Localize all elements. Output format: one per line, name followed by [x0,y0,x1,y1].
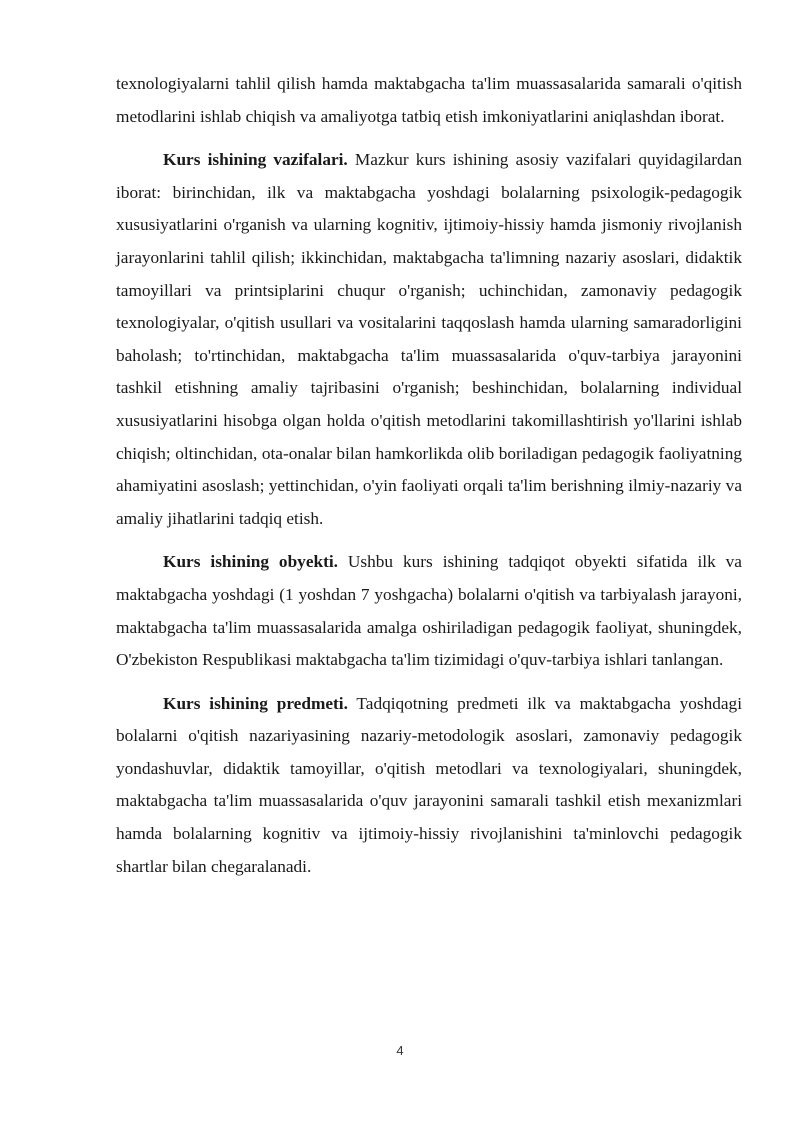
paragraph-object [116,546,742,676]
paragraph-heading-subject: Kurs ishining predmeti. [163,693,348,713]
paragraph-text: Ushbu kurs ishining tadqiqot obyekti sifatida ilk va maktabgacha yoshdagi (1 yoshdan 7 yoshgacha) bolalarni o'qitish va tarbiyalash jarayoni, maktabgacha ta'lim muassasalarida amalga oshiriladigan pedagogik faoliyat, shuningdek, O'zbekiston Respublikasi maktabgacha ta'lim tizimidagi o'quv-tarbiya ishlari tanlangan. [116,552,742,670]
page-number: 4 [396,1043,404,1058]
paragraph-heading-object: Kurs ishining obyekti. [163,552,338,572]
paragraph-text: texnologiyalarni tahlil qilish hamda maktabgacha ta'lim muassasalarida samarali o'qitish metodlarini ishlab chiqish va amaliyotga tatbiq etish imkoniyatlarini aniqlashdan iborat. [116,74,742,126]
paragraph-heading-tasks: Kurs ishining vazifalari. [163,150,348,170]
paragraph-tasks [116,144,742,535]
paragraph-text: Tadqiqotning predmeti ilk va maktabgacha yoshdagi bolalarni o'qitish nazariyasining nazariy-metodologik asoslari, zamonaviy pedagogik yondashuvlar, didaktik tamoyillar, o'qitish metodlari va texnologiyalari, shuningdek, maktabgacha ta'lim muassasalarida o'quv jarayonini samarali tashkil etish mexanizmlari hamda bolalarning kognitiv va ijtimoiy-hissiy rivojlanishini ta'minlovchi pedagogik shartlar bilan chegaralanadi. [116,693,742,876]
paragraph-intro-continuation [116,68,742,133]
document-page [116,68,742,883]
paragraph-subject [116,688,742,884]
paragraph-text: Mazkur kurs ishining asosiy vazifalari quyidagilardan iborat: birinchidan, ilk va maktabgacha yoshdagi bolalarning psixologik-pedagogik xususiyatlarini o'rganish va ularning kognitiv, ijtimoiy-hissiy hamda jismoniy rivojlanish jarayonlarini tahlil qilish; ikkinchidan, maktabgacha ta'limning nazariy asoslari, didaktik tamoyillari va printsiplarini chuqur o'rganish; uchinchidan, zamonaviy pedagogik texnologiyalar, o'qitish usullari va vositalarini taqqoslash hamda ularning samaradorligini baholash; to'rtinchidan, maktabgacha ta'lim muassasalarida o'quv-tarbiya jarayonini tashkil etishning amaliy tajribasini o'rganish; beshinchidan, bolalarning individual xususiyatlarini hisobga olgan holda o'qitish metodlarini takomillashtirish yo'llarini ishlab chiqish; oltinchidan, ota-onalar bilan hamkorlikda olib boriladigan pedagogik faoliyatning ahamiyatini asoslash; yettinchidan, o'yin faoliyati orqali ta'lim berishning ilmiy-nazariy va amaliy jihatlarini tadqiq etish. [116,150,742,528]
